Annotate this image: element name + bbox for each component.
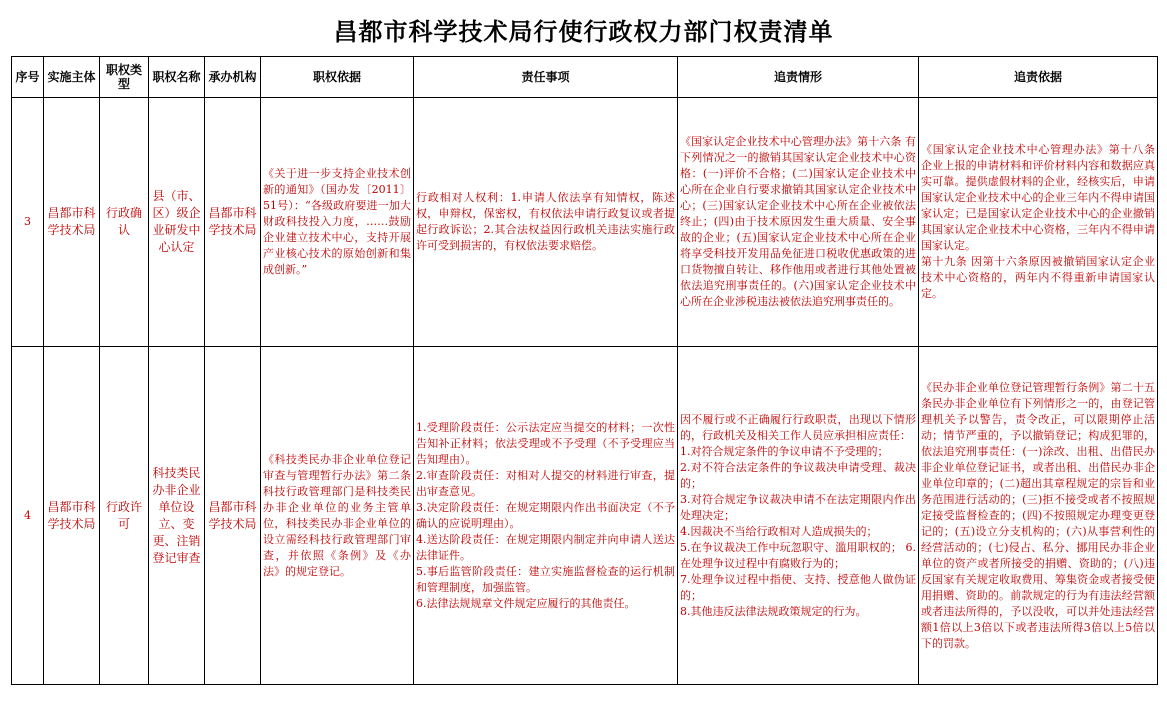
header-liability-basis: 追责依据 bbox=[919, 57, 1158, 98]
cell-subject: 昌都市科学技术局 bbox=[44, 98, 100, 347]
header-type: 职权类型 bbox=[100, 57, 149, 98]
responsibility-table bbox=[11, 56, 1158, 685]
header-no: 序号 bbox=[12, 57, 44, 98]
header-org: 承办机构 bbox=[205, 57, 261, 98]
cell-liability: 《国家认定企业技术中心管理办法》第十六条 有下列情况之一的撤销其国家认定企业技术中心资格：(一)评价不合格；(二)国家认定企业技术中心所在企业自行要求撤销其国家认定企业技术中心；(三)国家认定企业技术中心所在企业被依法终止；(四)由于技术原因发生重大质量、安全事故的企业；(五)国家认定企业技术中心所在企业将享受科技开发用品免征进口税收优惠政策的进口货物擅自转让、移作他用或者进行其他处置被依法追究刑事责任的。(六)国家认定企业技术中心所在企业涉税违法被依法追究刑事责任的。 bbox=[678, 98, 919, 347]
cell-basis: 《关于进一步支持企业技术创新的通知》（国办发〔2011〕51号）：“各级政府要进一加大财政科技投入力度，……鼓励企业建立技术中心，支持开展产业核心技术的原始创新和集成创新。” bbox=[261, 98, 414, 347]
cell-type: 行政许可 bbox=[100, 347, 149, 685]
cell-duty: 行政相对人权利：1.申请人依法享有知情权，陈述权，申辩权，保密权，有权依法申请行政复议或者提起行政诉讼；2.其合法权益因行政机关违法实施行政许可受到损害的，有权依法要求赔偿。 bbox=[414, 98, 678, 347]
cell-liability-basis: 《国家认定企业技术中心管理办法》第十八条 企业上报的申请材料和评价材料内容和数据应真实可靠。提供虚假材料的企业，经核实后，申请国家认定企业技术中心的企业三年内不得申请国家认定；已是国家认定企业技术中心的企业撤销其国家认定企业技术中心资格，三年内不得申请国家认定。 第十九条 因第十六条原因被撤销国家认定企业技术中心资格的，两年内不得重新申请国家认定。 bbox=[919, 98, 1158, 347]
cell-liability-basis: 《民办非企业单位登记管理暂行条例》第二十五条民办非企业单位有下列情形之一的，由登记管理机关予以警告，责令改正，可以限期停止活动；情节严重的，予以撤销登记；构成犯罪的，依法追究刑事责任：(一)涂改、出租、出借民办非企业单位登记证书，或者出租、出借民办非企业单位印章的；(二)超出其章程规定的宗旨和业务范围进行活动的；(三)拒不接受或者不按照规定接受监督检查的；(四)不按照规定办理变更登记的；(五)设立分支机构的；(六)从事营利性的经营活动的；(七)侵占、私分、挪用民办非企业单位的资产或者所接受的捐赠、资助的；(八)违反国家有关规定收取费用、筹集资金或者接受使用捐赠、资助的。前款规定的行为有违法经营额或者违法所得的，予以没收，可以并处违法经营额1倍以上3倍以下或者违法所得3倍以上5倍以下的罚款。 bbox=[919, 347, 1158, 685]
cell-name: 县（市、区）级企业研发中心认定 bbox=[149, 98, 205, 347]
cell-basis: 《科技类民办非企业单位登记审查与管理暂行办法》第二条 科技行政管理部门是科技类民办非企业单位的业务主管单位，科技类民办非企业单位的设立需经科技行政管理部门审查，并依照《条例》及《办法》的规定登记。 bbox=[261, 347, 414, 685]
header-basis: 职权依据 bbox=[261, 57, 414, 98]
header-duty: 责任事项 bbox=[414, 57, 678, 98]
header-row bbox=[12, 57, 1158, 98]
header-name: 职权名称 bbox=[149, 57, 205, 98]
table-row bbox=[12, 98, 1158, 347]
cell-type: 行政确认 bbox=[100, 98, 149, 347]
cell-subject: 昌都市科学技术局 bbox=[44, 347, 100, 685]
header-subject: 实施主体 bbox=[44, 57, 100, 98]
cell-no: 4 bbox=[12, 347, 44, 685]
page-title: 昌都市科学技术局行使行政权力部门权责清单 bbox=[333, 18, 834, 46]
cell-name: 科技类民办非企业单位设立、变更、注销登记审查 bbox=[149, 347, 205, 685]
cell-no: 3 bbox=[12, 98, 44, 347]
cell-duty: 1.受理阶段责任：公示法定应当提交的材料；一次性告知补正材料；依法受理或不予受理（不予受理应当告知理由）。 2.审查阶段责任：对相对人提交的材料进行审查，提出审查意见。 3.决定阶段责任：在规定期限内作出书面决定（不予确认的应说明理由）。 4.送达阶段责任：在规定期限内制定并向申请人送达法律证件。 5.事后监管阶段责任：建立实施监督检查的运行机制和管理制度，加强监管。 6.法律法规规章文件规定应履行的其他责任。 bbox=[414, 347, 678, 685]
table-row bbox=[12, 347, 1158, 685]
cell-liability: 因不履行或不正确履行行政职责，出现以下情形的，行政机关及相关工作人员应承担相应责任： 1.对符合规定条件的争议申请不予受理的； 2.对不符合法定条件的争议裁决申请受理、裁决的； 3.对符合规定争议裁决申请不在法定期限内作出处理决定； 4.因裁决不当给行政相对人造成损失的； 5.在争议裁决工作中玩忽职守、滥用职权的； 6.在处理争议过程中有腐败行为的； 7.处理争议过程中指使、支持、授意他人做伪证的； 8.其他违反法律法规政策规定的行为。 bbox=[678, 347, 919, 685]
cell-org: 昌都市科学技术局 bbox=[205, 347, 261, 685]
header-liability: 追责情形 bbox=[678, 57, 919, 98]
cell-org: 昌都市科学技术局 bbox=[205, 98, 261, 347]
